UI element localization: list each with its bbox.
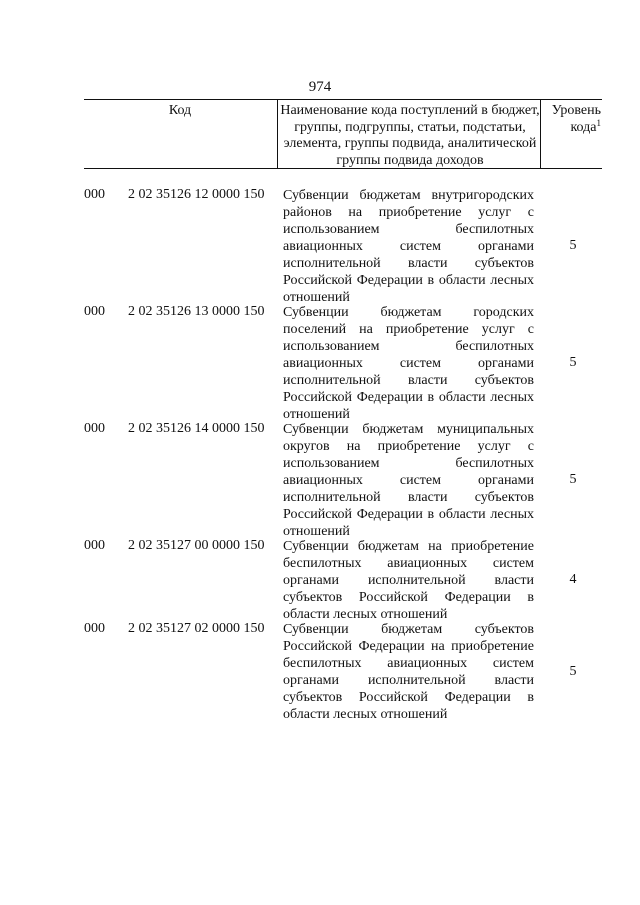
- level-value: 5: [569, 664, 577, 679]
- revenue-code: 2 02 35127 00 0000 150: [128, 538, 265, 553]
- column-divider: [540, 100, 541, 168]
- revenue-code: 2 02 35126 13 0000 150: [128, 304, 265, 319]
- revenue-name: Субвенции бюджетам на приобретение беспилотных авиационных систем органами исполнительной власти субъектов Российской Федерации в области лесных отношений: [283, 539, 534, 622]
- header-code: Код: [168, 103, 192, 118]
- revenue-name: Субвенции бюджетам внутригородских районов на приобретение услуг с использованием беспилотных авиационных систем органами исполнительной власти субъектов Российской Федерации в области лесных отношений: [283, 188, 534, 305]
- header-name: Наименование кода поступлений в бюджет, группы, подгруппы, статьи, подстатьи, элемента, группы подвида, аналитической группы подвида доходов: [280, 103, 540, 168]
- revenue-name: Субвенции бюджетам муниципальных округов на приобретение услуг с использованием беспилотных авиационных систем органами исполнительной власти субъектов Российской Федерации в области лесных отношений: [283, 422, 534, 539]
- table-header: [84, 99, 602, 169]
- level-value: 5: [569, 238, 577, 253]
- admin-code: 000: [84, 304, 105, 319]
- code-cell: [84, 538, 272, 554]
- level-value: 5: [569, 355, 577, 370]
- header-level-text: Уровень кода: [551, 103, 601, 135]
- code-cell: [84, 421, 272, 437]
- code-cell: [84, 304, 272, 320]
- admin-code: 000: [84, 187, 105, 202]
- revenue-name: Субвенции бюджетам городских поселений на приобретение услуг с использованием беспилотных авиационных систем органами исполнительной власти субъектов Российской Федерации в области лесных отношений: [283, 305, 534, 422]
- revenue-code: 2 02 35126 14 0000 150: [128, 421, 265, 436]
- level-value: 4: [569, 572, 577, 587]
- admin-code: 000: [84, 538, 105, 553]
- column-divider: [277, 100, 278, 168]
- admin-code: 000: [84, 621, 105, 636]
- revenue-code: 2 02 35127 02 0000 150: [128, 621, 265, 636]
- level-value: 5: [569, 472, 577, 487]
- admin-code: 000: [84, 421, 105, 436]
- footnote-mark: 1: [596, 117, 601, 128]
- revenue-name: Субвенции бюджетам субъектов Российской Федерации на приобретение беспилотных авиационных систем органами исполнительной власти субъектов Российской Федерации в области лесных отношений: [283, 622, 534, 722]
- revenue-code: 2 02 35126 12 0000 150: [128, 187, 265, 202]
- page-number: 974: [308, 79, 332, 95]
- code-cell: [84, 621, 272, 637]
- header-level: [543, 103, 603, 136]
- code-cell: [84, 187, 272, 203]
